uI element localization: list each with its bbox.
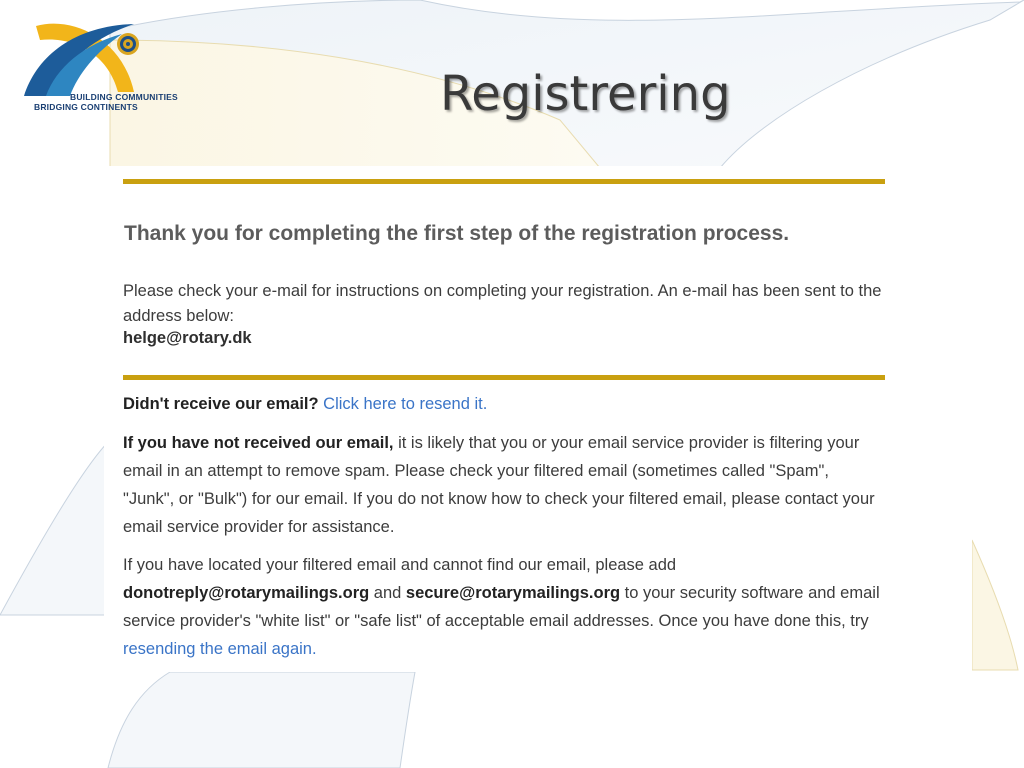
resend-link[interactable]: Click here to resend it. xyxy=(323,395,488,413)
resend-prompt xyxy=(123,392,883,417)
bottom-swoosh xyxy=(108,672,415,768)
left-swoosh xyxy=(0,440,110,615)
confirmation-instructions: Please check your e-mail for instructions on completing your registration. An e-mail has been sent to the address below: xyxy=(123,282,882,325)
rotary-wheel-icon xyxy=(117,33,139,55)
logo-tagline-line1: BUILDING COMMUNITIES xyxy=(70,92,178,102)
right-swoosh xyxy=(972,540,1018,670)
whitelist-body: to your security software and email service provider's "white list" or "safe list" of acceptable email addresses. Once you have done this, try xyxy=(123,584,880,630)
whitelist-address-donotreply: donotreply@rotarymailings.org xyxy=(123,584,370,602)
gold-divider-top xyxy=(123,179,885,184)
whitelist-and: and xyxy=(369,584,406,602)
not-received-lead: If you have not received our email, xyxy=(123,434,394,452)
screenshot-panel xyxy=(104,166,972,672)
resend-question: Didn't receive our email? xyxy=(123,395,319,413)
resend-again-link[interactable]: resending the email again. xyxy=(123,640,317,658)
rotary-bridge-logo xyxy=(22,18,152,102)
gold-divider-middle xyxy=(123,375,885,380)
whitelist-paragraph xyxy=(123,551,883,663)
logo-tagline-line2: BRIDGING CONTINENTS xyxy=(34,102,138,112)
registered-email-address: helge@rotary.dk xyxy=(123,329,252,347)
whitelist-intro: If you have located your filtered email and cannot find our email, please add xyxy=(123,556,677,574)
not-received-paragraph xyxy=(123,429,883,541)
slide-title: Registrering xyxy=(440,66,731,122)
confirmation-heading: Thank you for completing the first step of the registration process. xyxy=(124,222,790,245)
whitelist-address-secure: secure@rotarymailings.org xyxy=(405,584,621,602)
not-received-body: it is likely that you or your email service provider is filtering your email in an attempt to remove spam. Please check your filtered email (sometimes called "Spam", "Junk", or "Bulk") for our email. If you do not know how to check your filtered email, please contact your email service provider for assistance. xyxy=(123,434,875,536)
